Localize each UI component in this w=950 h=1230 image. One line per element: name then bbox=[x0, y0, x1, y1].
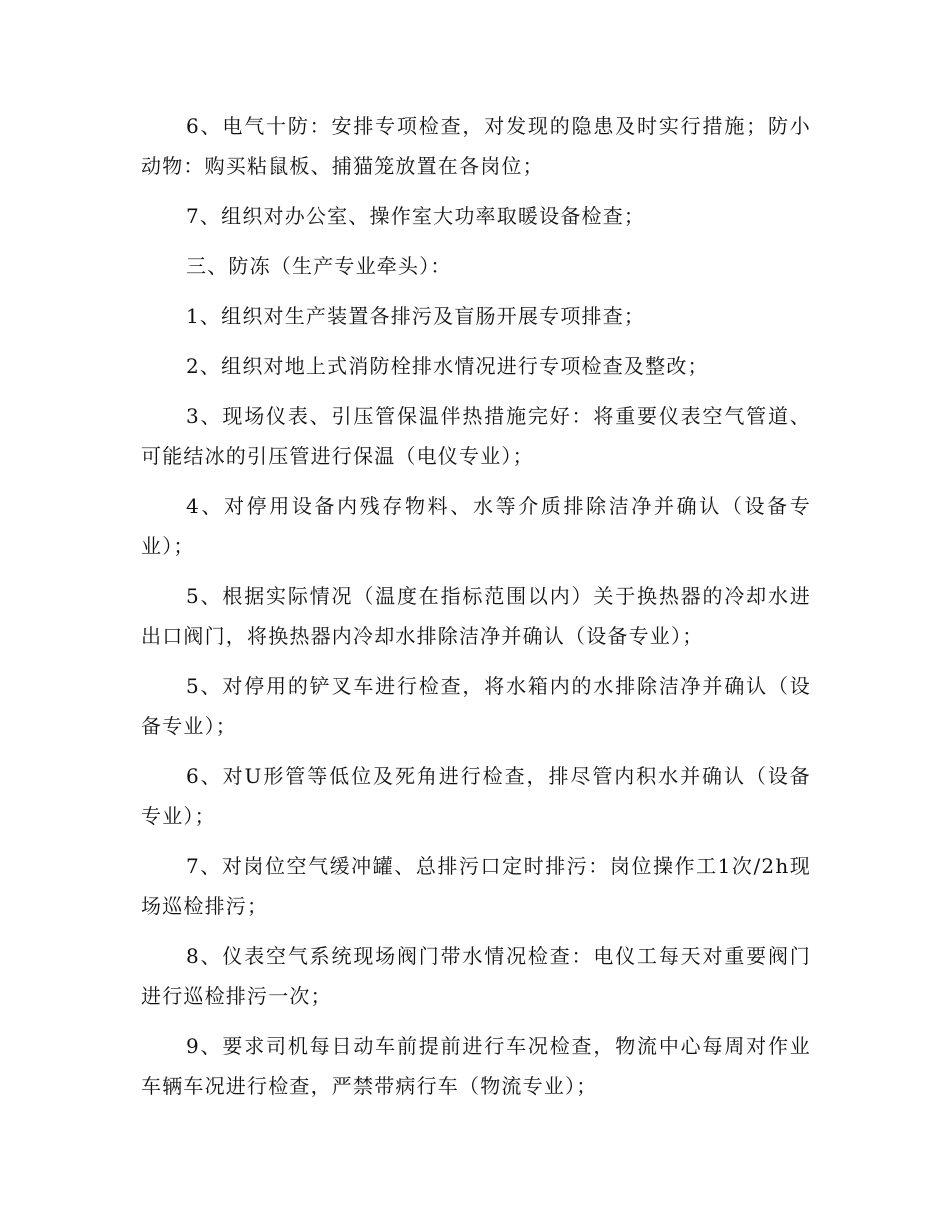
paragraph-idle-equipment-drain: 4、对停用设备内残存物料、水等介质排除洁净并确认（设备专业）； bbox=[141, 494, 811, 558]
paragraph-air-buffer-tank: 7、对岗位空气缓冲罐、总排污口定时排污：岗位操作工1次/2h现场巡检排污； bbox=[141, 854, 811, 918]
paragraph-u-tube-check: 6、对U形管等低位及死角进行检查，排尽管内积水并确认（设备专业）； bbox=[141, 764, 811, 828]
paragraph-instrument-insulation: 3、现场仪表、引压管保温伴热措施完好：将重要仪表空气管道、可能结冰的引压管进行保温（电仪专业）； bbox=[141, 404, 811, 468]
paragraph-vehicle-check: 9、要求司机每日动车前提前进行车况检查，物流中心每周对作业车辆车况进行检查，严禁带病行车（物流专业）； bbox=[141, 1034, 811, 1098]
paragraph-forklift-check: 5、对停用的铲叉车进行检查，将水箱内的水排除洁净并确认（设备专业）； bbox=[141, 674, 811, 738]
section-heading-antifreeze: 三、防冻（生产专业牵头）： bbox=[186, 254, 452, 278]
paragraph-heat-exchanger: 5、根据实际情况（温度在指标范围以内）关于换热器的冷却水进出口阀门，将换热器内冷却水排除洁净并确认（设备专业）； bbox=[141, 584, 811, 648]
paragraph-drain-inspection: 1、组织对生产装置各排污及盲肠开展专项排查； bbox=[186, 304, 646, 328]
document-body bbox=[141, 106, 811, 1106]
paragraph-electrical-ten-prevention: 6、电气十防：安排专项检查，对发现的隐患及时实行措施；防小动物：购买粘鼠板、捕猫笼放置在各岗位； bbox=[141, 114, 811, 178]
paragraph-heating-equipment-check: 7、组织对办公室、操作室大功率取暖设备检查； bbox=[186, 204, 646, 228]
paragraph-hydrant-drainage: 2、组织对地上式消防栓排水情况进行专项检查及整改； bbox=[186, 354, 709, 378]
paragraph-instrument-air-valves: 8、仪表空气系统现场阀门带水情况检查：电仪工每天对重要阀门进行巡检排污一次； bbox=[141, 944, 811, 1008]
